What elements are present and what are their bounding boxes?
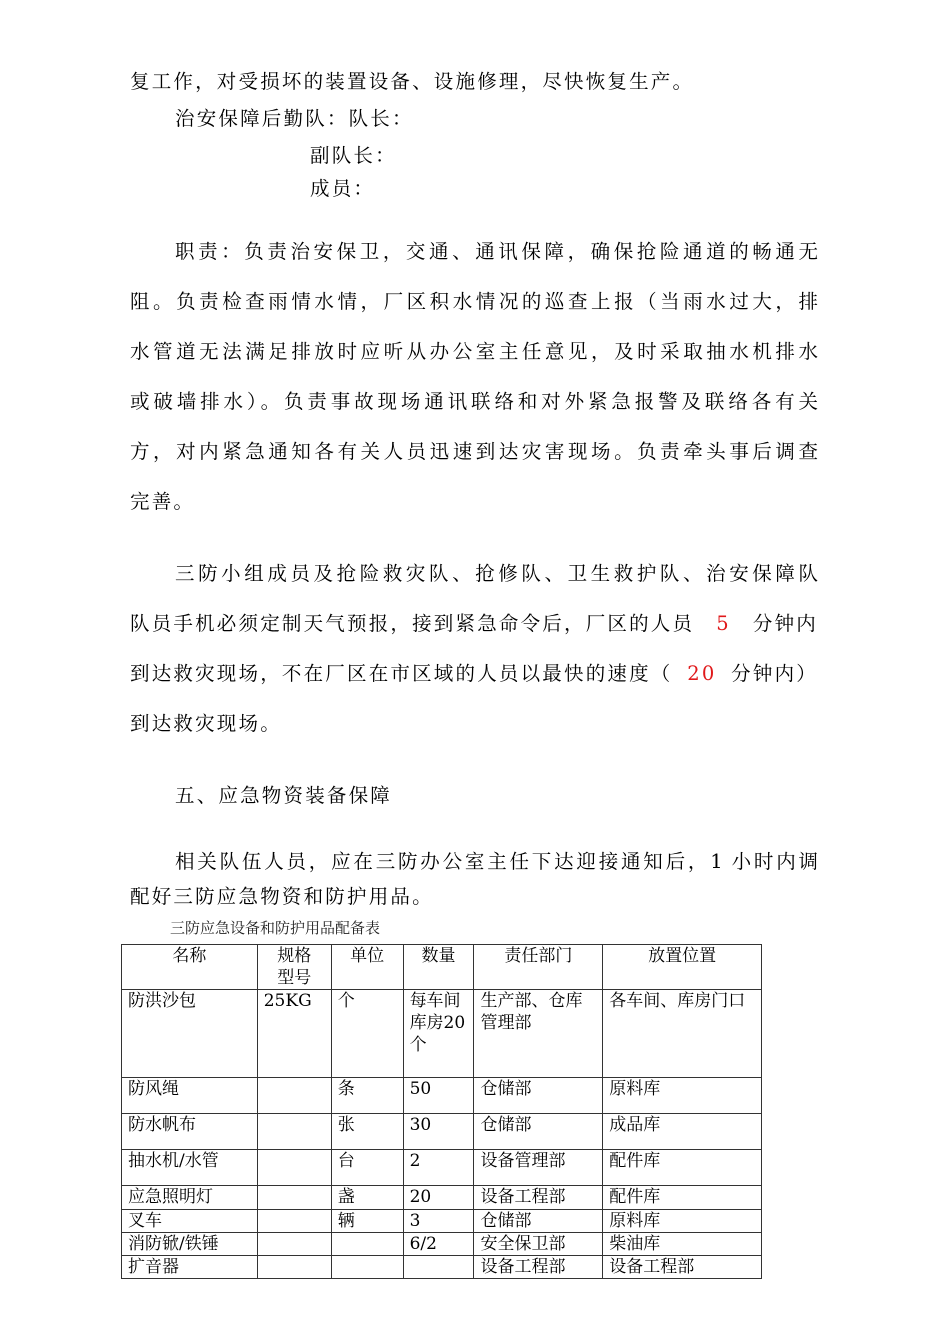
table-caption: 三防应急设备和防护用品配备表 bbox=[170, 919, 381, 937]
cell-unit: 条 bbox=[331, 1078, 403, 1114]
security-team-label: 治安保障后勤队： bbox=[175, 107, 349, 130]
arrival-text-d: 分钟内） bbox=[731, 662, 818, 685]
cell-qty: 2 bbox=[403, 1150, 474, 1186]
arrival-paragraph-line-1: 三防小组成员及抢险救灾队、抢修队、卫生救护队、治安保障队 bbox=[175, 562, 818, 585]
header-qty: 数量 bbox=[403, 945, 474, 990]
cell-unit bbox=[331, 1233, 403, 1256]
header-dept: 责任部门 bbox=[474, 945, 603, 990]
cell-location: 柴油库 bbox=[603, 1233, 762, 1256]
cell-dept: 仓储部 bbox=[474, 1078, 603, 1114]
cell-name: 叉车 bbox=[122, 1210, 258, 1233]
cell-spec bbox=[257, 1186, 331, 1210]
cell-dept: 设备工程部 bbox=[474, 1186, 603, 1210]
table-row bbox=[122, 1256, 762, 1279]
cell-location: 原料库 bbox=[603, 1078, 762, 1114]
supply-paragraph-line-1: 相关队伍人员，应在三防办公室主任下达迎接通知后，1 小时内调 bbox=[175, 850, 818, 873]
duty-paragraph-line-6: 完善。 bbox=[130, 490, 196, 513]
duty-paragraph-line-3: 水管道无法满足排放时应听从办公室主任意见，及时采取抽水机排水 bbox=[130, 340, 818, 363]
arrival-paragraph-line-4: 到达救灾现场。 bbox=[130, 712, 282, 735]
cell-dept: 安全保卫部 bbox=[474, 1233, 603, 1256]
cell-spec bbox=[257, 1210, 331, 1233]
cell-qty: 3 bbox=[403, 1210, 474, 1233]
cell-location: 成品库 bbox=[603, 1114, 762, 1150]
cell-unit: 张 bbox=[331, 1114, 403, 1150]
cell-name: 防风绳 bbox=[122, 1078, 258, 1114]
security-team-row bbox=[175, 107, 414, 131]
cell-location: 各车间、库房门口 bbox=[603, 990, 762, 1078]
cell-unit bbox=[331, 1256, 403, 1279]
header-spec: 规格型号 bbox=[257, 945, 331, 990]
arrival-text-b: 分钟内 bbox=[752, 612, 818, 635]
cell-unit: 辆 bbox=[331, 1210, 403, 1233]
table-row bbox=[122, 1210, 762, 1233]
cell-name: 应急照明灯 bbox=[122, 1186, 258, 1210]
table-row bbox=[122, 1078, 762, 1114]
cell-spec: 25KG bbox=[257, 990, 331, 1078]
cell-name: 抽水机/水管 bbox=[122, 1150, 258, 1186]
table-row bbox=[122, 1186, 762, 1210]
cell-qty: 每车间库房20个 bbox=[403, 990, 474, 1078]
cell-name: 防洪沙包 bbox=[122, 990, 258, 1078]
table-row bbox=[122, 1233, 762, 1256]
cell-qty: 20 bbox=[403, 1186, 474, 1210]
duty-paragraph-line-5: 方，对内紧急通知各有关人员迅速到达灾害现场。负责牵头事后调查 bbox=[130, 440, 818, 463]
cell-spec bbox=[257, 1078, 331, 1114]
cell-name: 消防锨/铁锤 bbox=[122, 1233, 258, 1256]
table-row bbox=[122, 990, 762, 1078]
cell-qty: 30 bbox=[403, 1114, 474, 1150]
paragraph-repair-tail: 复工作，对受损坏的装置设备、设施修理，尽快恢复生产。 bbox=[130, 70, 695, 93]
arrival-paragraph-line-2 bbox=[130, 612, 818, 636]
cell-qty: 50 bbox=[403, 1078, 474, 1114]
leader-label: 队长： bbox=[348, 107, 414, 130]
cell-dept: 生产部、仓库管理部 bbox=[474, 990, 603, 1078]
cell-qty bbox=[403, 1256, 474, 1279]
arrival-minutes-city: 20 bbox=[687, 662, 717, 685]
section-heading: 五、应急物资装备保障 bbox=[175, 784, 393, 807]
table-row bbox=[122, 1150, 762, 1186]
cell-unit: 盏 bbox=[331, 1186, 403, 1210]
cell-unit: 个 bbox=[331, 990, 403, 1078]
cell-location: 设备工程部 bbox=[603, 1256, 762, 1279]
cell-spec bbox=[257, 1256, 331, 1279]
cell-name: 防水帆布 bbox=[122, 1114, 258, 1150]
arrival-minutes-factory: 5 bbox=[716, 612, 731, 635]
deputy-leader-label: 副队长： bbox=[310, 144, 397, 167]
header-name: 名称 bbox=[122, 945, 258, 990]
duty-paragraph-line-4: 或破墙排水）。负责事故现场通讯联络和对外紧急报警及联络各有关 bbox=[130, 390, 818, 413]
header-location: 放置位置 bbox=[603, 945, 762, 990]
cell-location: 原料库 bbox=[603, 1210, 762, 1233]
cell-dept: 仓储部 bbox=[474, 1114, 603, 1150]
arrival-text-a: 队员手机必须定制天气预报，接到紧急命令后，厂区的人员 bbox=[130, 612, 695, 635]
equipment-table bbox=[121, 944, 762, 1279]
cell-dept: 设备工程部 bbox=[474, 1256, 603, 1279]
members-label: 成员： bbox=[310, 177, 376, 200]
cell-dept: 设备管理部 bbox=[474, 1150, 603, 1186]
cell-name: 扩音器 bbox=[122, 1256, 258, 1279]
cell-qty: 6/2 bbox=[403, 1233, 474, 1256]
cell-spec bbox=[257, 1233, 331, 1256]
header-unit: 单位 bbox=[331, 945, 403, 990]
arrival-text-c: 到达救灾现场，不在厂区在市区域的人员以最快的速度（ bbox=[130, 662, 673, 685]
cell-spec bbox=[257, 1150, 331, 1186]
arrival-paragraph-line-3 bbox=[130, 662, 818, 686]
table-row bbox=[122, 1114, 762, 1150]
cell-spec bbox=[257, 1114, 331, 1150]
supply-paragraph-line-2: 配好三防应急物资和防护用品。 bbox=[130, 885, 434, 908]
cell-location: 配件库 bbox=[603, 1150, 762, 1186]
cell-unit: 台 bbox=[331, 1150, 403, 1186]
duty-paragraph-line-2: 阻。负责检查雨情水情，厂区积水情况的巡查上报（当雨水过大，排 bbox=[130, 290, 818, 313]
table-header-row bbox=[122, 945, 762, 990]
cell-dept: 仓储部 bbox=[474, 1210, 603, 1233]
duty-paragraph-line-1: 职责：负责治安保卫，交通、通讯保障，确保抢险通道的畅通无 bbox=[175, 240, 818, 263]
cell-location: 配件库 bbox=[603, 1186, 762, 1210]
